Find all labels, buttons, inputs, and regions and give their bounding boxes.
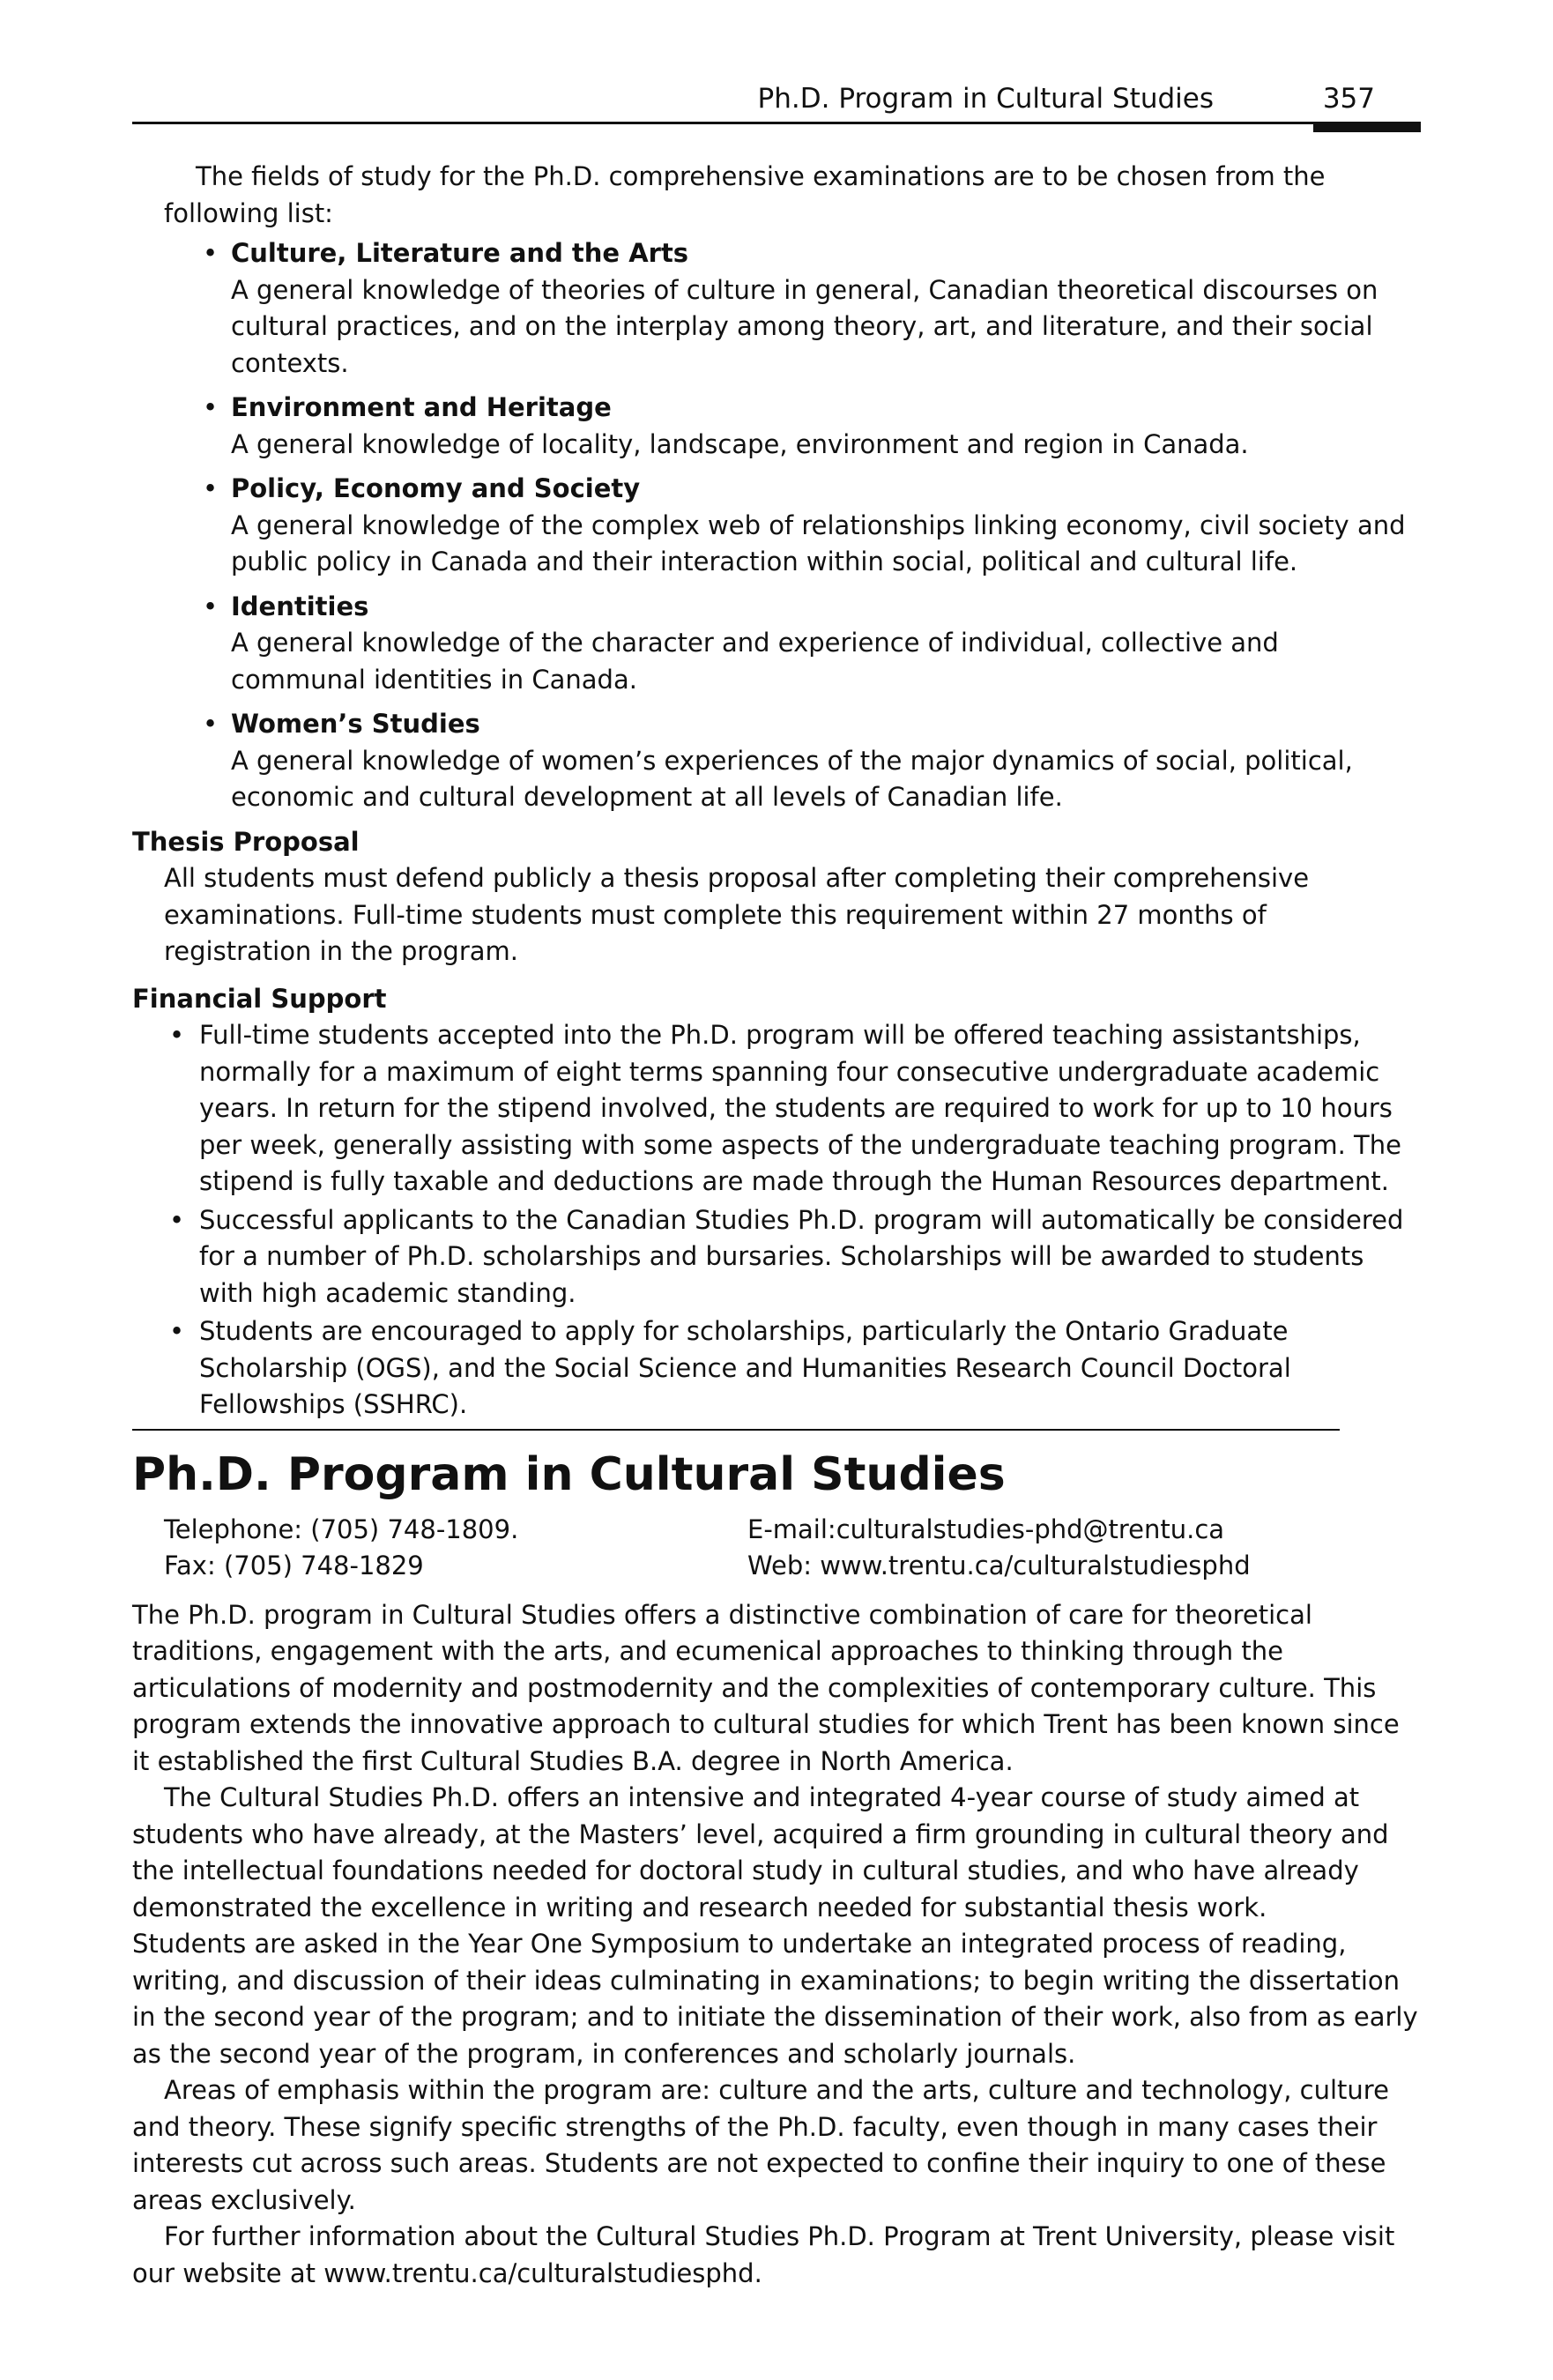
- header-rule: [132, 122, 1421, 124]
- field-title: • Culture, Literature and the Arts: [231, 238, 689, 268]
- body-paragraph: Students are asked in the Year One Symposium to undertake an integrated process of reading, writing, and discussion of their ideas culminating in examinations; to begin writing the dissertation in the second year of the program; and to initiate the dissemination of their work, also from as early as the second year of the program, in conferences and scholarly journals.: [132, 1929, 1418, 2069]
- program-description: [132, 1597, 1421, 2293]
- thesis-proposal-heading: Thesis Proposal: [132, 826, 360, 857]
- fields-intro: The fields of study for the Ph.D. comprehensive examinations are to be chosen from the following list:: [164, 161, 1326, 228]
- running-header-title: Ph.D. Program in Cultural Studies: [757, 83, 1214, 115]
- section-divider: [132, 1429, 1340, 1431]
- contact-info: [132, 1512, 1421, 1585]
- body-paragraph: For further information about the Cultural Studies Ph.D. Program at Trent University, please visit our website at www.trentu.ca/culturalstudiesphd.: [132, 2221, 1395, 2288]
- page-number: 357: [1322, 83, 1375, 115]
- field-item: [231, 589, 1421, 699]
- body-paragraph: The Ph.D. program in Cultural Studies offers a distinctive combination of care for theoretical traditions, engagement with the arts, and ecumenical approaches to thinking through the articulations of modernity and postmodernity and the complexities of contemporary culture. This program extends the innovative approach to cultural studies for which Trent has been known since it established the first Cultural Studies B.A. degree in North America.: [132, 1599, 1400, 1776]
- email: E-mail:culturalstudies-phd@trentu.ca: [747, 1514, 1225, 1544]
- financial-support-list: [132, 1017, 1421, 1424]
- field-title: • Women’s Studies: [231, 709, 480, 739]
- header-tab-marker: [1313, 122, 1421, 132]
- website: Web: www.trentu.ca/culturalstudiesphd: [747, 1551, 1251, 1580]
- financial-support-item: • Full-time students accepted into the Ph.D. program will be offered teaching assistantships, normally for a maximum of eight terms spanning four consecutive undergraduate academic years. In return for the stipend involved, the students are required to work for up to 10 hours per week, generally assisting with some aspects of the undergraduate teaching program. The stipend is fully taxable and deductions are made through the Human Resources department.: [199, 1017, 1421, 1201]
- field-title: • Environment and Heritage: [231, 392, 612, 422]
- field-description: A general knowledge of theories of culture in general, Canadian theoretical discourses on cultural practices, and on the interplay among theory, art, and literature, and their social contexts.: [231, 274, 1378, 378]
- financial-support-item: • Successful applicants to the Canadian Studies Ph.D. program will automatically be considered for a number of Ph.D. scholarships and bursaries. Scholarships will be awarded to students with high academic standing.: [199, 1202, 1421, 1313]
- field-description: A general knowledge of women’s experiences of the major dynamics of social, political, economic and cultural development at all levels of Canadian life.: [231, 745, 1353, 812]
- field-item: [231, 471, 1421, 581]
- telephone: Telephone: (705) 748-1809.: [164, 1514, 519, 1544]
- thesis-proposal-body: All students must defend publicly a thesis proposal after completing their comprehensive examinations. Full-time students must complete this requirement within 27 months of registration in the program.: [164, 863, 1310, 966]
- section-title: Ph.D. Program in Cultural Studies: [132, 1447, 1006, 1501]
- field-item: [231, 390, 1421, 463]
- body-paragraph: Areas of emphasis within the program are: culture and the arts, culture and technology, culture and theory. These signify specific strengths of the Ph.D. faculty, even though in many cases their interests cut across such areas. Students are not expected to confine their inquiry to one of these areas exclusively.: [132, 2075, 1389, 2215]
- financial-support-heading: Financial Support: [132, 983, 387, 1014]
- page-content: [132, 159, 1421, 2292]
- field-title: • Identities: [231, 591, 369, 621]
- fax: Fax: (705) 748-1829: [164, 1551, 424, 1580]
- financial-support-section: [132, 981, 1421, 1424]
- field-item: [231, 235, 1421, 382]
- field-description: A general knowledge of the complex web of relationships linking economy, civil society and public policy in Canada and their interaction within social, political and cultural life.: [231, 509, 1406, 576]
- fields-list: [132, 235, 1421, 816]
- field-description: A general knowledge of the character and experience of individual, collective and communal identities in Canada.: [231, 628, 1279, 695]
- body-paragraph: The Cultural Studies Ph.D. offers an intensive and integrated 4-year course of study aimed at students who have already, at the Masters’ level, acquired a firm grounding in cultural theory and the intellectual foundations needed for doctoral study in cultural studies, and who have already demonstrated the excellence in writing and research needed for substantial thesis work.: [132, 1782, 1389, 1923]
- financial-support-item: • Students are encouraged to apply for scholarships, particularly the Ontario Graduate Scholarship (OGS), and the Social Science and Humanities Research Council Doctoral Fellowships (SSHRC).: [199, 1313, 1421, 1424]
- field-title: • Policy, Economy and Society: [231, 473, 641, 503]
- field-item: [231, 706, 1421, 816]
- thesis-proposal-section: [132, 824, 1421, 971]
- running-header: [132, 81, 1421, 134]
- field-description: A general knowledge of locality, landscape, environment and region in Canada.: [231, 428, 1249, 459]
